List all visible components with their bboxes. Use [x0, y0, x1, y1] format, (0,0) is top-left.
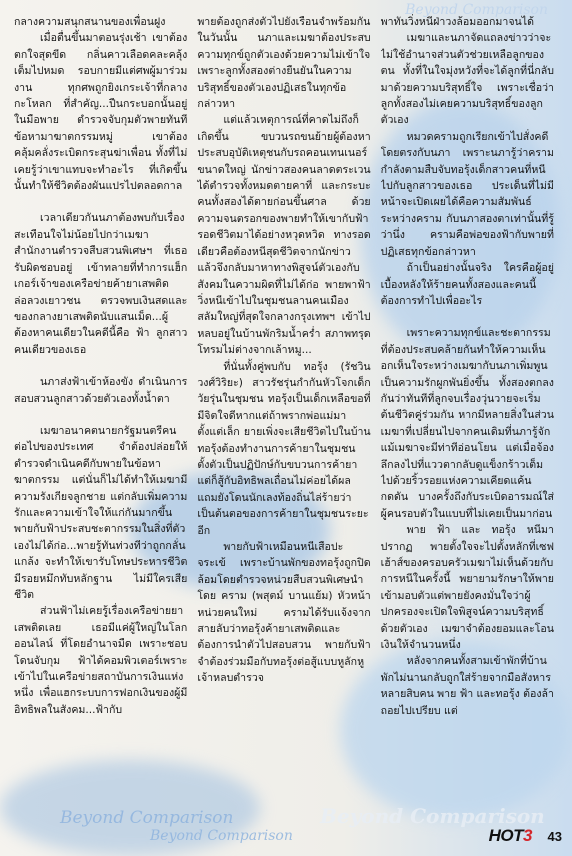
- article-paragraph: พายต้องถูกส่งตัวไปยังเรือนจำพร้อมกัน ในวันนั้น นภาและเมฆาต้องประสบความทุกข์ถูกตัวเองด้วยความไม่เข้าใจ เพราะลูกทั้งสองต่างยืนยันในความบริสุทธิ์ของตัวเองปฏิเสธในทุกข้อกล่าวหา: [197, 16, 371, 111]
- magazine-logo: [489, 826, 532, 846]
- watermark-text: Beyond Comparison: [405, 2, 548, 18]
- watermark-text: Beyond Comparison: [320, 804, 545, 828]
- watermark-text: Beyond Comparison: [150, 828, 293, 844]
- article-column-3: [381, 14, 554, 804]
- watermark-text: Beyond Comparison: [60, 808, 234, 828]
- article-paragraph: ส่วนฟ้าไม่เคยรู้เรื่องเครือข่ายยาเสพติดเลย เธอมีแค่ผู้ใหญ่ในโลกออนไลน์ ที่โดยอำนาจมืด เพราะชอบโดนจับกุม ฟ้าได้คอมพิวเตอร์เพราะเข้าไปในเครือข่ายสถาบันการเงินแห่งหนึ่ง เพื่อแฮกระบบการฟอกเงินของผู้มีอิทธิพลในสังคม...ฟ้ากับ: [14, 605, 188, 716]
- article-paragraph: พาทันวิ่งหนีฝ่าวงล้อมออกมาจนได้: [380, 16, 535, 28]
- article-paragraph: แต่แล้วเหตุการณ์ที่คาดไม่ถึงก็เกิดขึ้น ขบวนรถขนย้ายผู้ต้องหาประสบอุบัติเหตุชนกับรถคอนเทนเนอร์ขนาดใหญ่ นักข่าวสองคนลาดตระเวนได้ตำรวจทั้งหมดตายคาที่ และกระบะคนทั้งสองได้ตายก่อนขึ้นศาล ด้วยความจนตรอกของพายทำให้เขากับฟ้ารอดชีวิตมาได้อย่างหวุดหวิด ทางรอดเดียวคือต้องหนีสุดชีวิตจากนักข่าว แล้วจึงกลับมาหาทางพิสูจน์ตัวเองกับสังคมในความผิดที่ไม่ได้ก่อ พายพาฟ้าวิ่งหนีเข้าไปในชุมชนลานคนเมือง สลัมใหญ่ที่สุดใจกลางกรุงเทพฯ เข้าไปหลบอยู่ในบ้านพักริมน้ำคร่ำ สภาพทรุดโทรมไม่ต่างจากเล้าหมู...: [197, 114, 371, 357]
- article-column-1: [14, 14, 187, 804]
- article-body: [14, 14, 554, 804]
- article-paragraph: กลางความสนุกสนานของเพื่อนฝูง: [14, 16, 166, 28]
- article-paragraph: นภาส่งฟ้าเข้าห้องขัง ดำเนินการสอบสวนลูกสาวด้วยตัวเองทั้งน้ำตา: [14, 376, 188, 405]
- article-column-2: [197, 14, 370, 804]
- article-paragraph: พาย ฟ้า และ ทอรุ้ง หนีมาปรากฏ พายตั้งใจจะไปตั้งหลักที่เซฟเฮ้าส์ของครอบครัวเมฆาไม่เห็นด้วยกับการหนีในครั้งนี้ พยายามรักษาให้พายเข้ามอบตัวแต่พายยังคงมั่นใจว่าผู้ปกครองจะเปิดใจพิสูจน์ความบริสุทธิ์ด้วยตัวเอง เมฆาจำต้องยอมและโอนเงินให้จำนวนหนึ่ง: [380, 524, 554, 652]
- article-paragraph: เมื่อตื่นขึ้นมาตอนรุ่งเช้า เขาต้องตกใจสุดขีด กลิ่นคาวเลือดคละคลุ้งเต็มไปหมด รอบกายมีแต่ศพผู้มาร่วมงาน ทุกศพถูกยิงเกระเจ้าที่กลางกะโหลก ที่สำคัญ...ปืนกระบอกนั้นอยู่ในมือพาย ตำรวจจับกุมตัวพายทันที ข้อหามาฆาตกรรมหมู่ เขาต้องคลุ้มคลั่งระเบิดกระสุนฆ่าเพื่อน ทั้งที่ไม่เคยรู้ว่าเขาแทบจะทำอะไร ที่เกิดขึ้นนั้นทำให้ชีวิตต้องผันแปรไปตลอดกาล: [14, 32, 188, 193]
- article-paragraph: ถ้าเป็นอย่างนั้นจริง ใครคือผู้อยู่เบื้องหลังให้ร้ายคนทั้งสองและคนนี้ต้องการทำไปเพื่ออะไร: [380, 262, 554, 307]
- article-paragraph: พายกับฟ้าเหมือนหนีเสือปะจระเข้ เพราะบ้านพักของทอรุ้งถูกปิดล้อมโดยตำรวจหน่วยสืบสวนพิเศษนำโดย คราม (พสุตม์ บานแย้ม) หัวหน้าหน่วยคนใหม่ ครามได้รับแจ้งจากสายลับว่าทอรุ้งค้ายาเสพติดและต้องการนำตัวไปสอบสวน พายกับฟ้าจำต้องร่วมมือกับทอรุ้งต่อสู้แบบหูลักหูเจ้าหลบตำรวจ: [197, 541, 371, 685]
- article-paragraph: ที่นั่นทั้งคู่พบกับ ทอรุ้ง (รัชวิน วงศ์วิริยะ) สาวรัชรุ่นกำกันหัวโจกเด็กวัยรุ่นในชุมชน ทอรุ้งเป็นเด็กเหลือขอที่มีจิตใจดีหากแต่ถ้าพรากพ่อแม่มาตั้งแต่เล็ก ยายเพิ่งจะเสียชีวิตไปในบ้าน ทอรุ้งต้องทำงานการค้ายาในชุมชน ตั้งตัวเป็นปฏิปักษ์กับขบวนการค้ายา แต่ก็สู้กับอิทธิพลเถื่อนไม่ค่อยได้ผล แถมยังโดนนักเลงท้องถิ่นไล่ร้ายว่าเป็นต้นตอของการค้ายาในชุมชนระยะอีก: [197, 360, 371, 537]
- article-paragraph: เวลาเดียวกันนภาต้องพบกับเรื่องสะเทือนใจไม่น้อยไปกว่าเมฆา สำนักงานตำรวจสืบสวนพิเศษฯ ที่เธอรับผิดชอบอยู่ เข้าทลายที่ทำการแฮ็กเกอร์เจ้าของเครือข่ายค้ายาเสพติด ล่อลวงเยาวชน ตรวจพบเงินสดและของกลางยาเสพติดนับแสนเม็ด...ผู้ต้องหาคนเดียวในคดีนี้คือ ฟ้า ลูกสาวคนเดียวของเธอ: [14, 212, 188, 356]
- page-number: 43: [547, 829, 562, 844]
- article-paragraph: เมฆาอนาคตนายกรัฐมนตรีคนต่อไปของประเทศ จำต้องปล่อยให้ตำรวจดำเนินคดีกับพายในข้อหาฆาตกรรม แต่นั่นก็ไม่ได้ทำให้เมฆามีความรังเกียจลูกชาย แต่กลับเพิ่มความรักและความเข้าใจให้แก่กันมากขึ้น พายกับฟ้าประสบชะตากรรมในสิ่งที่ตัวเองไม่ได้ก่อ...พายรู้ทันท่วงทีว่าถูกกลั่นแกล้ง จะทำให้เขารับโทษประหารชีวิต มีรอยหมึกทับหลักฐาน ไม่มีใครเสียชีวิต: [14, 424, 188, 601]
- article-paragraph: หลังจากคนทั้งสามเข้าพักที่บ้านพักไม่นานกลับถูกใส่ร้ายจากมือสังหารหลายสิบคน พาย ฟ้า และทอรุ้ง ต้องล้าถอยไปเปรียบ แต่: [380, 655, 554, 717]
- logo-text: HOT: [488, 826, 524, 845]
- article-paragraph: เมฆาและนภาจัดแถลงข่าวว่าจะไม่ใช้อำนาจส่วนตัวช่วยเหลือลูกของตน ทั้งที่ในใจมุ่งหวังที่จะได้ลูกที่นี่กลับมาด้วยความบริสุทธิ์ใจ เพราะเชื่อว่าลูกทั้งสองไม่เคยความบริสุทธิ์ของลูกตัวเอง: [380, 32, 554, 127]
- logo-number: 3: [523, 826, 532, 845]
- article-paragraph: เพราะความทุกข์และชะตากรรมที่ต้องประสบคล้ายกันทำให้ความเห็นอกเห็นใจระหว่างเมฆากับนภาเพิ่มพูนเป็นความรักผูกพันยิ่งขึ้น ทั้งสองตกลงกันว่าทันทีที่ลูกจบเรื่องวุ่นวายจะเริ่มต้นชีวิตคู่ร่วมกัน หากมีหลายสิ่งในส่วนเมฆาที่เปลี่ยนไปจากคนเดิมที่นภารู้จัก แม้เมฆาจะมีท่าทีอ่อนโยน แต่เมื่อจ้องลึกลงไปที่แววตากลับดูแข็งกร้าวเต็มไปด้วยริ้วรอยแห่งความเคียดแค้นกดดัน บางครั้งถึงกับระเบิดอารมณ์ใส่ผู้คนรอบตัวในแบบที่ไม่เคยเป็นมาก่อน: [380, 327, 554, 520]
- page-footer: [0, 804, 572, 856]
- article-paragraph: หมวดครามถูกเรียกเข้าไปสั่งคดีโดยตรงกับนภา เพราะนภารู้ว่าครามกำลังตามสืบจับทอรุ้งเด็กสาวคนที่หนีไปกับลูกสาวของเธอ ประเด็นที่ไม่มีหน้าจะเปิดเผยได้คือความสัมพันธ์ระหว่างคราม กับนภาสองตาเท่านั้นที่รู้ว่านึ่ง ครามคือพ่อของฟ้ากับพายที่ปฏิเสธทุกข้อกล่าวหา: [380, 130, 554, 258]
